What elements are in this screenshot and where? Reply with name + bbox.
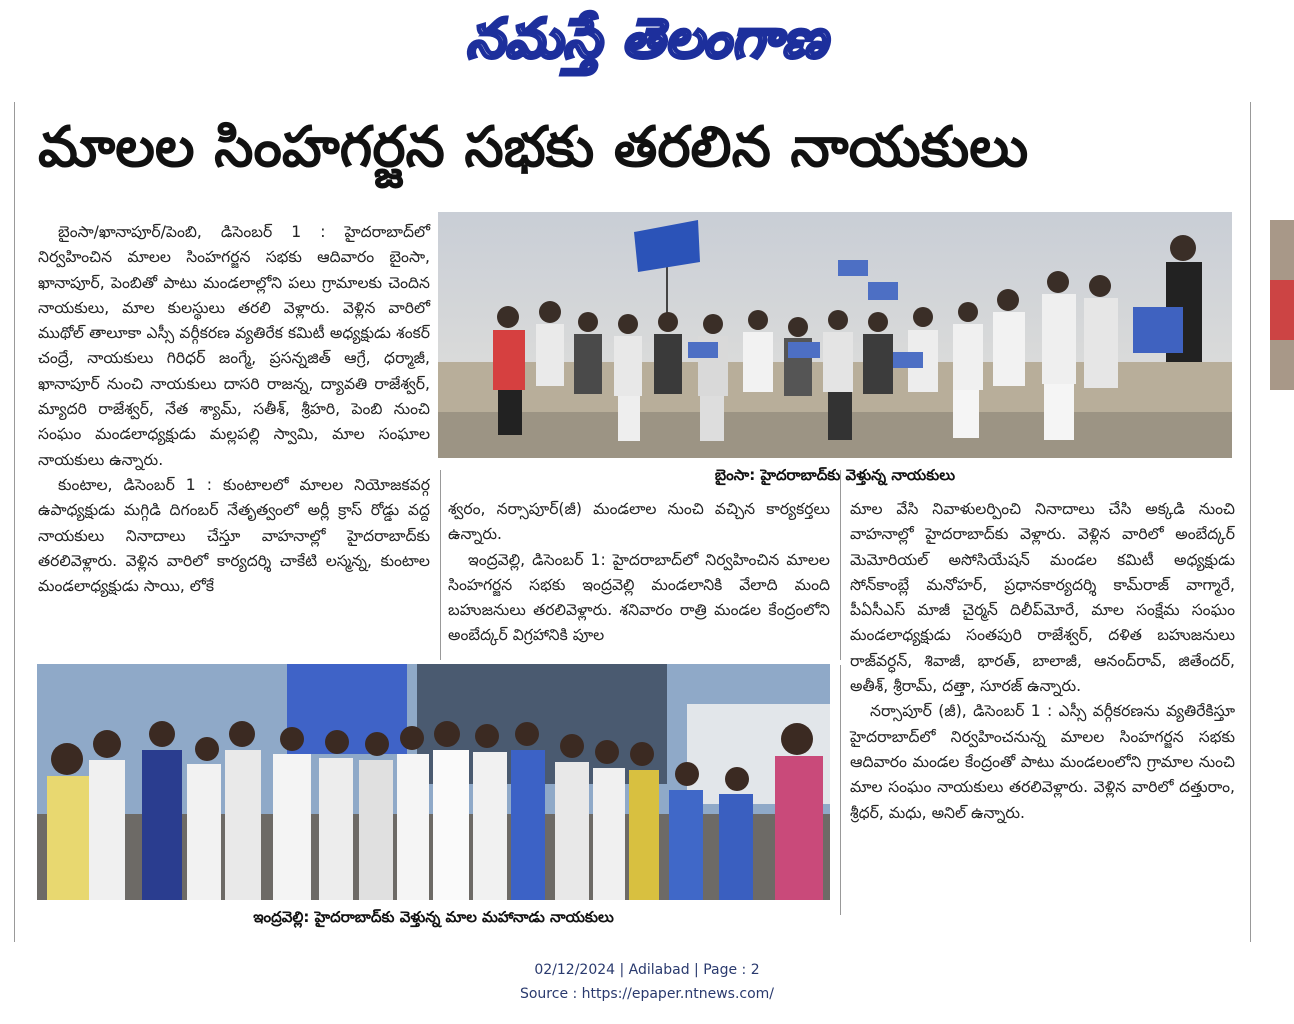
photo-caption-bottom: [37, 908, 830, 930]
footer-source-link[interactable]: Source : https://epaper.ntnews.com/: [519, 986, 775, 1002]
article-headline: మాలల సింహగర్జన సభకు తరలిన నాయకులు: [38, 115, 1029, 180]
photo-indravelli-leaders: [37, 664, 830, 900]
left-border-rule: [14, 102, 15, 942]
article-column-left: [38, 220, 430, 599]
article-paragraph: ఇంద్రవెల్లి, డిసెంబర్ 1: హైదరాబాద్‌లో నిర్వహించిన మాలల సింహగర్జన సభకు ఇంద్రవెల్లి మండలానికి వేలాది మంది బహుజనులు తరలివెళ్లారు. శనివారం రాత్రి మండల కేంద్రంలోని అంబేద్కర్ విగ్రహానికి పూల: [448, 550, 830, 645]
article-paragraph: శ్వరం, నర్సాపూర్(జీ) మండలాల నుంచి వచ్చిన కార్యకర్తలు ఉన్నారు.: [448, 500, 830, 544]
caption-place: ఇంద్రవెల్లి:: [253, 908, 310, 926]
photo-caption-top: [438, 466, 1232, 488]
adjacent-article-fragment: [1270, 100, 1294, 940]
article-column-middle: [448, 497, 830, 649]
photo-illustration: [438, 212, 1232, 458]
article-paragraph: మాల వేసి నివాళులర్పించి నినాదాలు చేసి అక్కడి నుంచి వాహనాల్లో హైదరాబాద్‌కు వెళ్లారు. వెళ్లిన వారిలో అంబేద్కర్ మెమోరియల్ అసోసియేషన్ మండల కమిటీ అధ్యక్షుడు సోన్‌కాంబ్లే మనోహర్, ప్రధానకార్యదర్శి కామ్‌రాజ్ వాగ్మారే, పీఏసీఎస్ మాజీ చైర్మన్ దిలీప్‌మోరే, మాల సంక్షేమ సంఘం మండలాధ్యక్షుడు సంతపురి రాజేశ్వర్, దళిత బహుజనులు రాజ్‌వర్ధన్, శివాజీ, భారత్, బాలాజీ, ఆనంద్‌రావ్, జితేందర్, అతీశ్, శ్రీరామ్, దత్తా, సూరజ్ ఉన్నారు.: [850, 500, 1235, 696]
caption-text: హైదరాబాద్‌కు వెళ్తున్న నాయకులు: [755, 466, 956, 484]
adjacent-photo-fragment: [1270, 220, 1294, 390]
column-rule: [840, 470, 841, 660]
masthead: [0, 0, 1294, 78]
newspaper-logo: నమస్తే తెలంగాణ: [466, 7, 828, 70]
article-paragraph: కుంటాల, డిసెంబర్ 1 : కుంటాలలో మాలల నియోజకవర్గ ఉపాధ్యక్షుడు మగ్గిడి దిగంబర్ నేతృత్వంలో అర్లీ క్రాస్ రోడ్డు వద్ద నాయకులు నినాదాలు చేస్తూ వాహనాల్లో హైదరాబాద్‌కు తరలివెళ్లారు. వెళ్లిన వారిలో కార్యదర్శి చాకేటి లస్మన్న, కుంటాల మండలాధ్యక్షుడు సాయి, లోకే: [38, 475, 430, 596]
photo-illustration: [37, 664, 830, 900]
column-rule: [440, 470, 441, 660]
photo-bhainsa-leaders: [438, 212, 1232, 458]
footer-date-edition: 02/12/2024 | Adilabad | Page : 2: [534, 962, 760, 978]
caption-text: హైదరాబాద్‌కు వెళ్తున్న మాల మహానాడు నాయకులు: [309, 908, 614, 926]
article-paragraph: బైంసా/ఖానాపూర్/పెంబి, డిసెంబర్ 1 : హైదరాబాద్‌లో నిర్వహించిన మాలల సింహగర్జన సభకు ఆదివారం బైంసా, ఖానాపూర్, పెంబితో పాటు మండలాల్లోని పలు గ్రామాలకు చెందిన నాయకులు, మాల కులస్థులు తరలి వెళ్లారు. వెళ్లిన వారిలో ముథోల్ తాలూకా ఎస్సీ వర్గీకరణ వ్యతిరేక కమిటీ అధ్యక్షుడు శంకర్ చంద్రే, నాయకులు గిరిధర్ జంగ్మే, ప్రసన్నజిత్ ఆగ్రే, ధర్మాజీ, ఖానాపూర్ నుంచి నాయకులు దాసరి రాజన్న, ద్యావతి రాజేశ్వర్, మ్యాదరి రాజేశ్వర్, నేత శ్యామ్, సతీశ్, శ్రీహరి, పెంబి నుంచి సంఘం మండలాధ్యక్షుడు మల్లపల్లి స్వామి, మాల సంఘాల నాయకులు ఉన్నారు.: [38, 223, 430, 469]
right-border-rule: [1250, 102, 1251, 942]
article-paragraph: నర్సాపూర్ (జీ), డిసెంబర్ 1 : ఎస్సీ వర్గీకరణను వ్యతిరేకిస్తూ హైదరాబాద్‌లో నిర్వహించనున్న మాలల సింహగర్జన సభకు ఆదివారం మండల కేంద్రంతో పాటు మండలంలోని గ్రామాల నుంచి మాల సంఘం నాయకులు తరలివెళ్లారు. వెళ్లిన వారిలో దత్తురాం, శ్రీధర్, మధు, అనిల్ ఉన్నారు.: [850, 702, 1235, 822]
article-column-right: [850, 497, 1235, 826]
column-rule: [840, 665, 841, 915]
caption-place: బైంసా:: [714, 466, 756, 484]
